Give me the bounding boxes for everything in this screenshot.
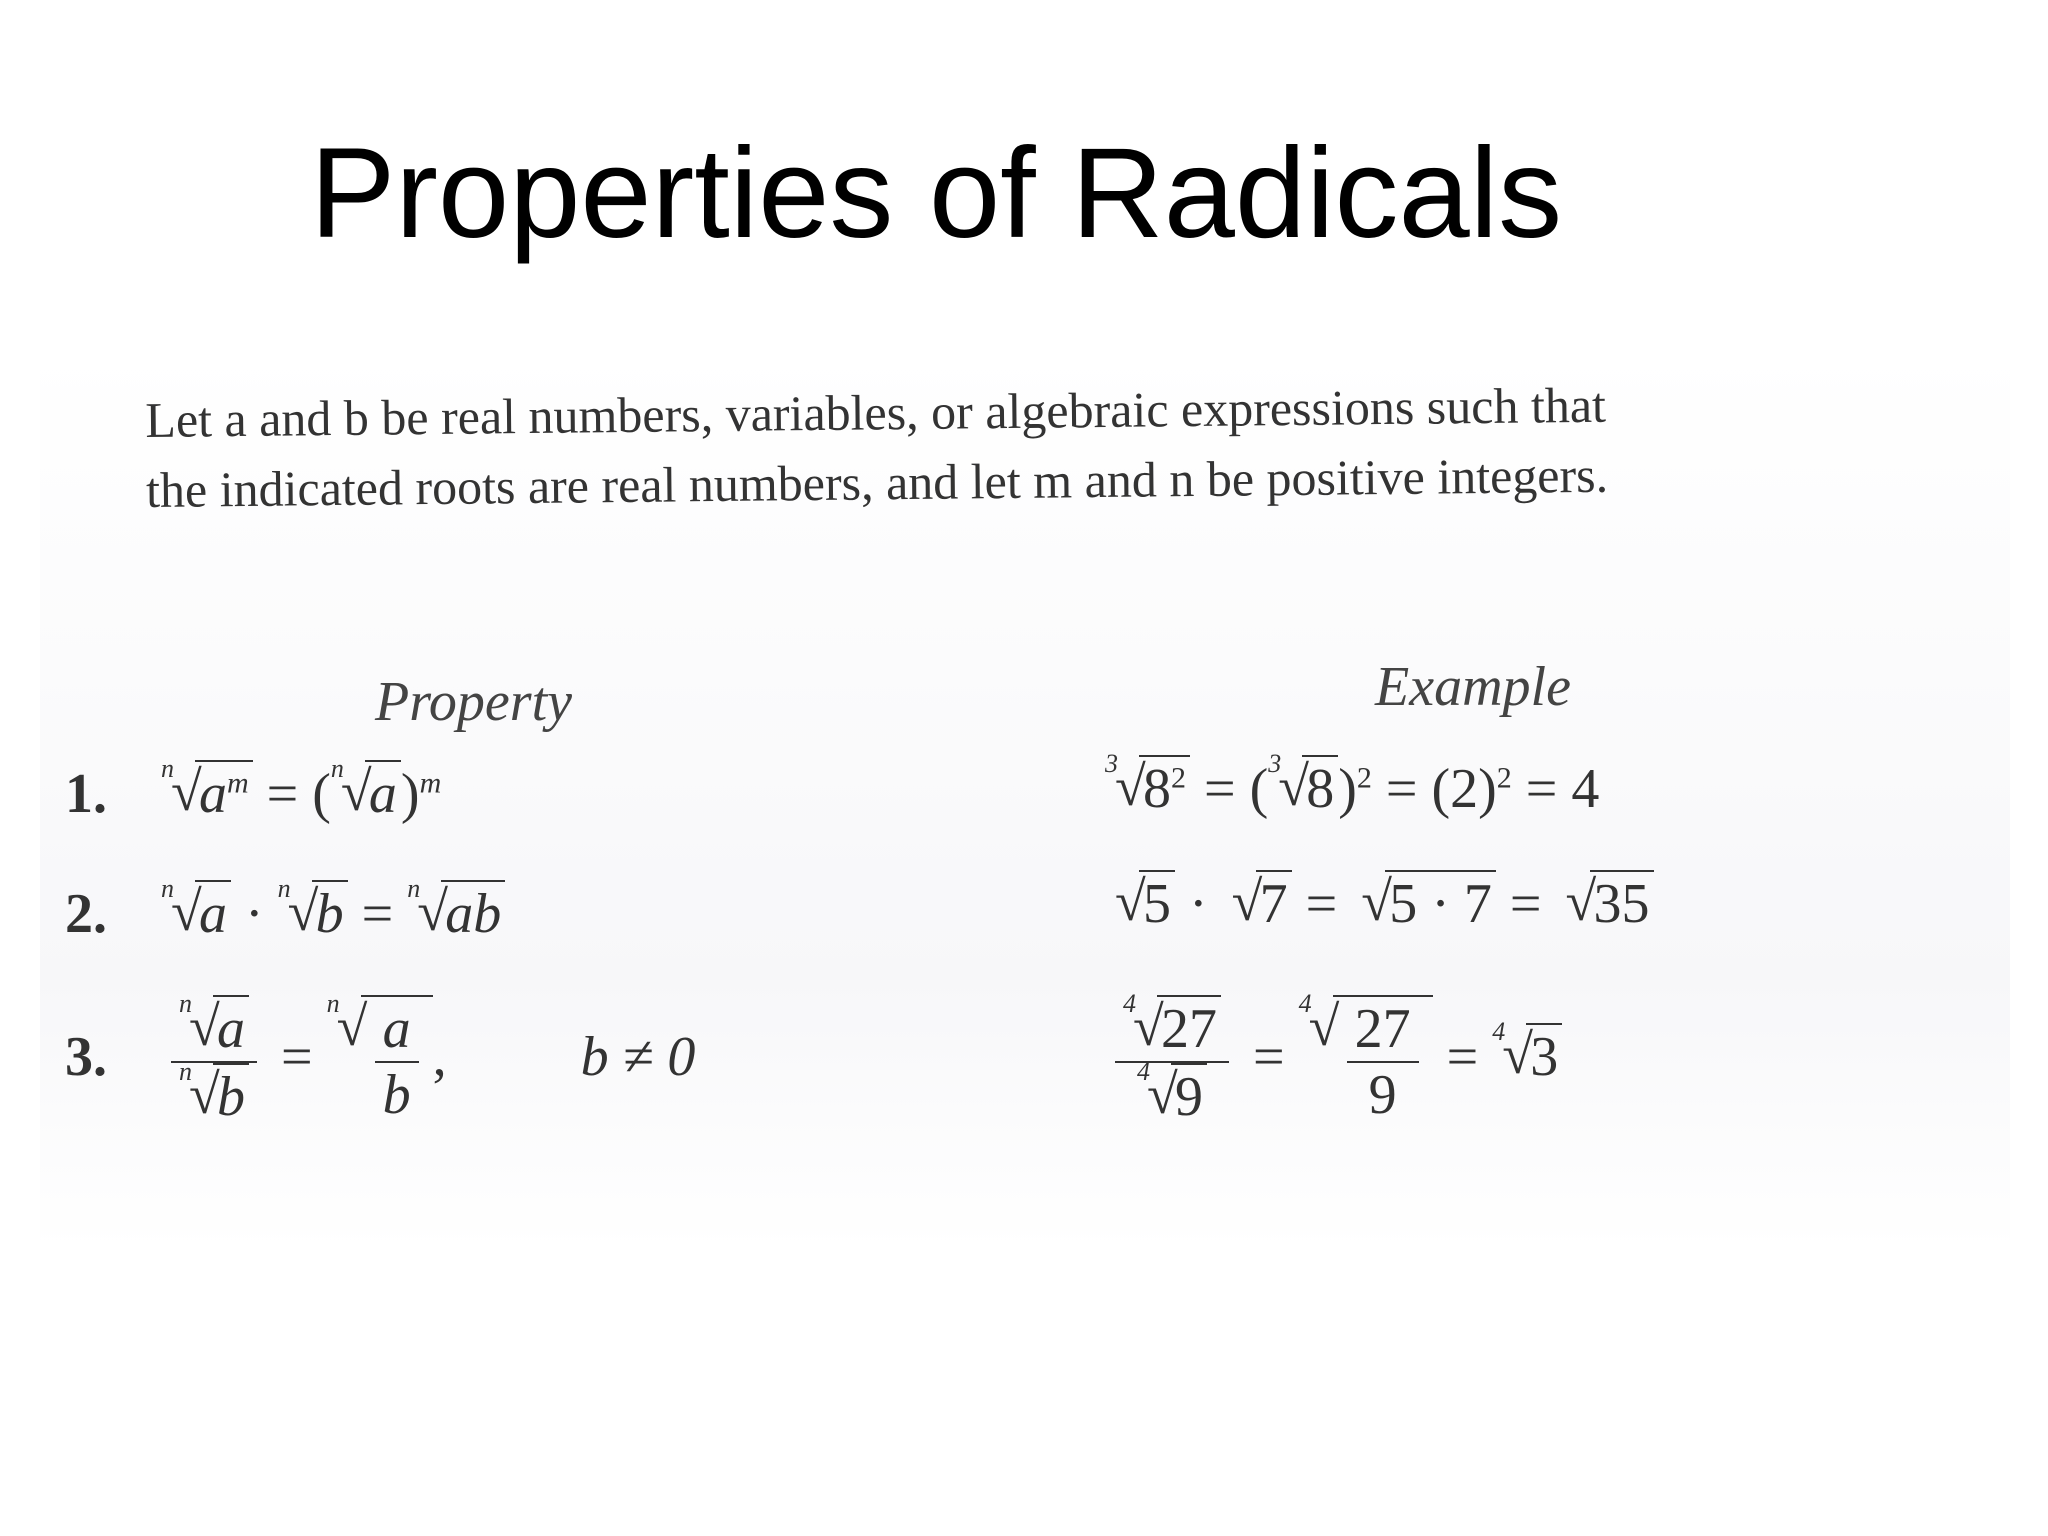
- row-number: 3.: [65, 1025, 107, 1088]
- property-row-1: [65, 754, 442, 826]
- property-column-header: Property: [375, 671, 572, 733]
- property-row-2: [65, 874, 505, 946]
- property-formula: n √ a · n √ b = n √ ab: [161, 883, 505, 945]
- example-row-2: √ 5 · √ 7 = √ 5 · 7 = √ 35: [1105, 870, 1654, 936]
- intro-line-2: the indicated roots are real numbers, and let m and n be positive integers.: [145, 446, 1609, 518]
- intro-text: [145, 367, 1866, 525]
- condition: b ≠ 0: [580, 1025, 696, 1088]
- example-column-header: Example: [1375, 656, 1571, 718]
- property-formula: n √ a n √ b = n √ $\frac{a}{b}$ ,: [161, 1026, 461, 1088]
- row-number: 1.: [65, 763, 107, 825]
- example-row-3: 4 √ 27 4 √ 9 = 4 √ $\frac{27}{9}$ = 4 √ 3: [1105, 995, 1562, 1129]
- property-formula: n √ $a^m$ = ( n √ a)$^m$: [161, 754, 442, 825]
- page-title: Properties of Radicals: [310, 122, 1563, 265]
- example-row-1: 3 √ $8^2$ = ( 3 √ $8)^2 = (2)^2 = 4$: [1105, 749, 1600, 820]
- property-row-3: [65, 989, 696, 1129]
- intro-line-1: Let a and b be real numbers, variables, or algebraic expressions such that: [145, 376, 1607, 448]
- row-number: 2.: [65, 883, 107, 945]
